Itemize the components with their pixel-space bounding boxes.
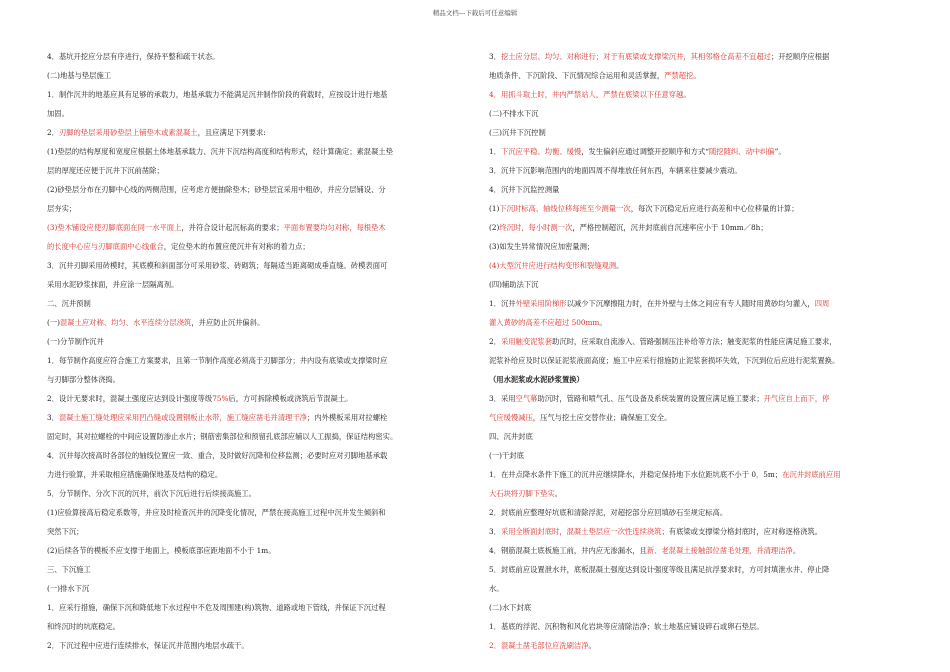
text-line xyxy=(47,294,467,313)
highlighted-text: 外壁采用阶梯形 xyxy=(515,299,567,308)
highlighted-text: 75% xyxy=(212,394,229,403)
text-line xyxy=(489,294,909,313)
text-line xyxy=(489,256,909,275)
highlighted-text: 终沉时，每小时测一次 xyxy=(499,223,573,232)
text-line xyxy=(489,351,909,370)
text-segment: （用水泥浆或水泥砂浆置换） xyxy=(489,375,584,384)
text-segment: 和终沉时的坑底稳定。 xyxy=(47,622,120,631)
text-segment: 突然下沉； xyxy=(47,527,84,536)
text-line xyxy=(47,180,467,199)
page-header: 精品文档---下载后可任意编辑 xyxy=(432,9,518,17)
text-line xyxy=(47,522,467,541)
highlighted-text: 刃脚的垫层采用砂垫层上铺垫木或素混凝土 xyxy=(58,128,198,137)
text-segment: ，压气与挖土应交替作业；确保施工安全。 xyxy=(532,413,672,422)
text-segment: 1．制作沉井的地基应具有足够的承载力，地基承载力不能满足沉井制作阶段的荷载时，应按设计进行地基 xyxy=(47,90,388,99)
text-line xyxy=(47,617,467,636)
text-segment: 2．设计无要求时，混凝土强度应达到设计强度等级 xyxy=(47,394,213,403)
text-segment: 后，方可拆除模板或浇筑后节混凝土。 xyxy=(228,394,353,403)
text-segment: ，每次下沉稳定后应进行高差和中心位移量的计算； xyxy=(630,204,799,213)
text-segment: 1．在井点降水条件下施工的沉井应继续降水，并稳定保持地下水位距坑底不小于 0．5m； xyxy=(489,470,783,479)
highlighted-text: 下沉时标高、轴线位移每班至少测量一次 xyxy=(499,204,631,213)
text-line xyxy=(47,484,467,503)
highlighted-text: 混凝土施工缝处理应采用凹凸缝或设置钢板止水带，施工缝应凿毛并清理干净 xyxy=(58,413,308,422)
text-segment: (一)排水下沉 xyxy=(47,584,90,593)
text-line xyxy=(489,427,909,446)
text-line xyxy=(47,123,467,142)
text-segment: 。 xyxy=(693,71,701,80)
text-line xyxy=(489,541,909,560)
text-segment: 层夯实； xyxy=(47,204,77,213)
text-segment: 5．分节制作、分次下沉的沉井，前次下沉后进行后续接高施工。 xyxy=(47,489,256,498)
highlighted-text: 2．混凝土凿毛部位应洗刷洁净 xyxy=(489,641,589,650)
text-line xyxy=(47,256,467,275)
text-segment: (2)砂垫层分布在刃脚中心线的两侧范围，应考虑方便抽除垫木；砂垫层宜采用中粗砂，并应分层铺设、分 xyxy=(47,185,386,194)
highlighted-text: 4．用抓斗取土时，井内严禁站人，严禁在底梁以下任意穿越 xyxy=(489,90,684,99)
text-line xyxy=(489,617,909,636)
text-segment: 1．应采行措施，确保下沉和降低地下水过程中不危及周围建(构)筑物、道路或地下管线，并保证下沉过程 xyxy=(47,603,386,612)
text-segment: 2． xyxy=(47,128,59,137)
text-segment: (一) xyxy=(47,318,60,327)
text-segment: (四)辅助法下沉 xyxy=(489,280,539,289)
highlighted-text: 采用全断面封底时，混凝土垫层应一次性连续浇筑 xyxy=(500,527,662,536)
text-segment: (一)干封底 xyxy=(489,451,524,460)
text-segment: 1．基底的浮泥、沉积物和风化岩块等应清除洁净；软土地基应铺设碎石或卵石垫层。 xyxy=(489,622,764,631)
text-segment: ；开挖顺序应根据 xyxy=(770,52,830,61)
text-line xyxy=(489,142,909,161)
text-segment: 四、沉井封底 xyxy=(489,432,533,441)
text-segment: 1．每节制作高度应符合施工方案要求，且第一节制作高度必须高于刃脚部分；井内设有底梁或支撑梁时应 xyxy=(47,356,388,365)
text-line xyxy=(489,484,909,503)
text-segment: ；有底梁或支撑梁分格封底时，应对称逐格浇筑。 xyxy=(661,527,823,536)
text-segment: (2) xyxy=(489,223,500,232)
text-line xyxy=(47,427,467,446)
highlighted-text: 四周 xyxy=(814,299,830,308)
text-segment: 。 xyxy=(792,546,801,555)
text-line xyxy=(47,503,467,522)
highlighted-text: 的长度中心应与刃脚底面中心线重合 xyxy=(47,242,164,251)
text-segment: (1)垫层的结构厚度和宽度应根据土体地基承载力、沉井下沉结构高度和结构形式，经计算确定；素混凝土垫 xyxy=(47,147,393,156)
text-line xyxy=(47,541,467,560)
text-line xyxy=(489,522,909,541)
text-segment: 固定时，其对拉螺栓的中间应设置防渗止水片；钢筋密集部位和预留孔底部应辅以人工振捣，保证结构密实。 xyxy=(47,432,398,441)
text-line xyxy=(47,408,467,427)
text-line xyxy=(489,560,909,579)
text-segment: 二、沉井预制 xyxy=(47,299,91,308)
text-segment: ，定位垫木的布置应使沉井有对称的着力点； xyxy=(163,242,310,251)
text-segment: (三)沉井下沉控制 xyxy=(489,128,546,137)
text-line xyxy=(489,332,909,351)
highlighted-text: 下沉应平稳、均衡、缓慢 xyxy=(500,147,582,156)
right-column xyxy=(489,47,909,655)
text-line xyxy=(47,465,467,484)
text-segment: ，发生偏斜应通过调整开挖顺序和方式“ xyxy=(581,147,709,156)
text-line xyxy=(489,85,909,104)
text-segment: 1．沉井 xyxy=(489,299,516,308)
text-segment: 2．封底前应整理好坑底和清除浮泥，对超挖部分应回填砂石至规定标高。 xyxy=(489,508,728,517)
text-segment: 2． xyxy=(489,337,501,346)
highlighted-text: 严禁超挖 xyxy=(664,71,694,80)
text-segment: 地质条件、下沉阶段、下沉情况综合运用和灵活掌握， xyxy=(489,71,665,80)
text-line xyxy=(489,104,909,123)
text-segment: 水。 xyxy=(489,584,504,593)
highlighted-text: 大石块将刃脚下垫实 xyxy=(489,489,555,498)
text-segment: ，并应防止沉井偏斜。 xyxy=(191,318,265,327)
text-segment: ；内外模板采用对拉螺栓 xyxy=(307,413,388,422)
text-segment: 。 xyxy=(554,489,562,498)
highlighted-text: 混凝土应对称、均匀、水平连续分层浇筑 xyxy=(60,318,192,327)
text-segment: 4．沉井下沉监控测量 xyxy=(489,185,560,194)
text-segment: (3)如发生异常情况应加密量测； xyxy=(489,242,595,251)
highlighted-text: 灌入黄砂的高差不应超过 500mm xyxy=(489,318,600,327)
text-line xyxy=(47,161,467,180)
highlighted-text: 开气应自上而下，停 xyxy=(763,394,830,403)
text-line xyxy=(47,636,467,655)
text-line xyxy=(47,104,467,123)
text-line xyxy=(489,408,909,427)
text-segment: ”。 xyxy=(774,147,786,156)
text-segment: ，并符合设计起沉标高的要求； xyxy=(181,223,284,232)
text-segment: 4．沉井每次接高时各部位的轴线位置应一致、重合，及时做好沉降和位移监测；必要时应对刃脚地基承载 xyxy=(47,451,388,460)
highlighted-text: 挖土应分层、均匀、对称进行；对于有底梁或支撑梁沉井，其相邻格仓高差不宜超过 xyxy=(500,52,771,61)
text-segment: 。 xyxy=(616,261,624,270)
text-line xyxy=(47,47,467,66)
text-line xyxy=(489,218,909,237)
text-segment: 4．基坑开挖应分层有序进行，保持平整和疏干状态。 xyxy=(47,52,220,61)
text-line xyxy=(489,503,909,522)
text-line xyxy=(489,598,909,617)
text-segment: 助沉时，管路和喷气孔、压气设备及系统装置的设置应满足施工要求； xyxy=(537,394,764,403)
text-segment: (一)分节制作沉井 xyxy=(47,337,104,346)
text-line xyxy=(489,579,909,598)
text-segment: 3．沉井刃脚采用砖模时，其底模和斜面部分可采用砂浆、砖砌筑；每隔适当距离砌成垂直缝。砖模表面可 xyxy=(47,261,388,270)
text-line xyxy=(47,218,467,237)
text-segment: (二)地基与垫层施工 xyxy=(47,71,112,80)
text-segment: 三、下沉施工 xyxy=(47,565,91,574)
text-segment: 采用水泥砂浆抹面，并应涂一层隔离剂。 xyxy=(47,280,179,289)
text-line xyxy=(489,313,909,332)
highlighted-text: 在沉井封底前应用 xyxy=(782,470,841,479)
text-line xyxy=(47,332,467,351)
text-line xyxy=(47,199,467,218)
text-segment: 助沉时，应采取自流渗入、管路强制压注补给等方法；触变泥浆的性能应满足施工要求， xyxy=(552,337,837,346)
text-line xyxy=(47,66,467,85)
text-segment: 4．钢筋混凝土底板施工前，井内应无渗漏水，且 xyxy=(489,546,647,555)
text-line xyxy=(489,275,909,294)
text-segment: 以减少下沉摩擦阻力时，在井外壁与土体之间应有专人随时用黄砂均匀灌入， xyxy=(566,299,815,308)
highlighted-text: (4)大型沉井应进行结构变形和裂缝观测 xyxy=(489,261,617,270)
text-segment: 泥浆补给应及时以保证泥浆液面高度；施工中应采行措施防止泥浆套损坏失效，下沉到位后应进行泥浆置换。 xyxy=(489,356,840,365)
text-line xyxy=(47,560,467,579)
text-line xyxy=(489,199,909,218)
text-line xyxy=(47,446,467,465)
highlighted-text: 新、老混凝土接触部位凿毛处理，并清理洁净 xyxy=(646,546,793,555)
text-line xyxy=(47,85,467,104)
left-column xyxy=(47,47,467,655)
text-line xyxy=(47,275,467,294)
text-segment: 3．采用 xyxy=(489,394,516,403)
text-segment: (二)不排水下沉 xyxy=(489,109,539,118)
text-segment: ，严格控制超沉，沉井封底前自沉速率应小于 10mm／8h； xyxy=(572,223,768,232)
text-line xyxy=(47,370,467,389)
text-segment: (二)水下封底 xyxy=(489,603,532,612)
text-segment: (1) xyxy=(489,204,500,213)
text-line xyxy=(489,180,909,199)
text-line xyxy=(489,47,909,66)
text-line xyxy=(489,123,909,142)
text-line xyxy=(489,237,909,256)
text-line xyxy=(47,598,467,617)
text-segment: 3． xyxy=(489,527,501,536)
text-segment: (1)应验算接高后稳定系数等，并应及时检查沉井的沉降变化情况，严禁在接高施工过程中沉井发生倾斜和 xyxy=(47,508,386,517)
text-segment: 。 xyxy=(588,641,596,650)
text-segment: 加固。 xyxy=(47,109,69,118)
text-segment: ，且应满足下列要求: xyxy=(197,128,266,137)
text-line xyxy=(489,446,909,465)
text-line xyxy=(47,237,467,256)
text-line xyxy=(489,370,909,389)
text-line xyxy=(489,389,909,408)
text-line xyxy=(47,389,467,408)
text-segment: 1． xyxy=(489,147,501,156)
highlighted-text: 平面布置要均匀对称，每根垫木 xyxy=(283,223,386,232)
text-segment: 与刃脚部分整体浇捣。 xyxy=(47,375,120,384)
text-line xyxy=(47,142,467,161)
text-segment: 。 xyxy=(599,318,607,327)
text-segment: 3．沉井下沉影响范围内的地面四周不得堆放任何东西，车辆来往要减少震动。 xyxy=(489,166,742,175)
text-line xyxy=(47,351,467,370)
text-segment: 2．下沉过程中应进行连续排水，保证沉井范围内地层水疏干。 xyxy=(47,641,249,650)
text-segment: (2)后续各节的模板不应支撑于地面上，模板底部应距地面不小于 1m。 xyxy=(47,546,276,555)
text-line xyxy=(489,161,909,180)
text-segment: 。 xyxy=(683,90,691,99)
highlighted-text: 采用触变泥浆套 xyxy=(500,337,553,346)
text-line xyxy=(47,313,467,332)
text-line xyxy=(47,579,467,598)
text-segment: 3． xyxy=(47,413,59,422)
highlighted-text: (3)垫木铺设应使刃脚底面在同一水平面上 xyxy=(47,223,182,232)
text-segment: 3． xyxy=(489,52,501,61)
highlighted-text: 随挖随纠、动中纠偏 xyxy=(709,147,775,156)
text-segment: 力进行验算，并采取相应措施确保地基及结构的稳定。 xyxy=(47,470,223,479)
highlighted-text: 空气幕 xyxy=(515,394,538,403)
text-line xyxy=(489,465,909,484)
text-segment: 层的厚度还应便于沉井下沉前凿除； xyxy=(47,166,164,175)
text-line xyxy=(489,636,909,655)
text-segment: 5．封底前应设置泄水井，底板混凝土强度达到设计强度等级且满足抗浮要求时，方可封填泄水井、停止降 xyxy=(489,565,830,574)
highlighted-text: 气应缓慢减压 xyxy=(489,413,533,422)
text-line xyxy=(489,66,909,85)
